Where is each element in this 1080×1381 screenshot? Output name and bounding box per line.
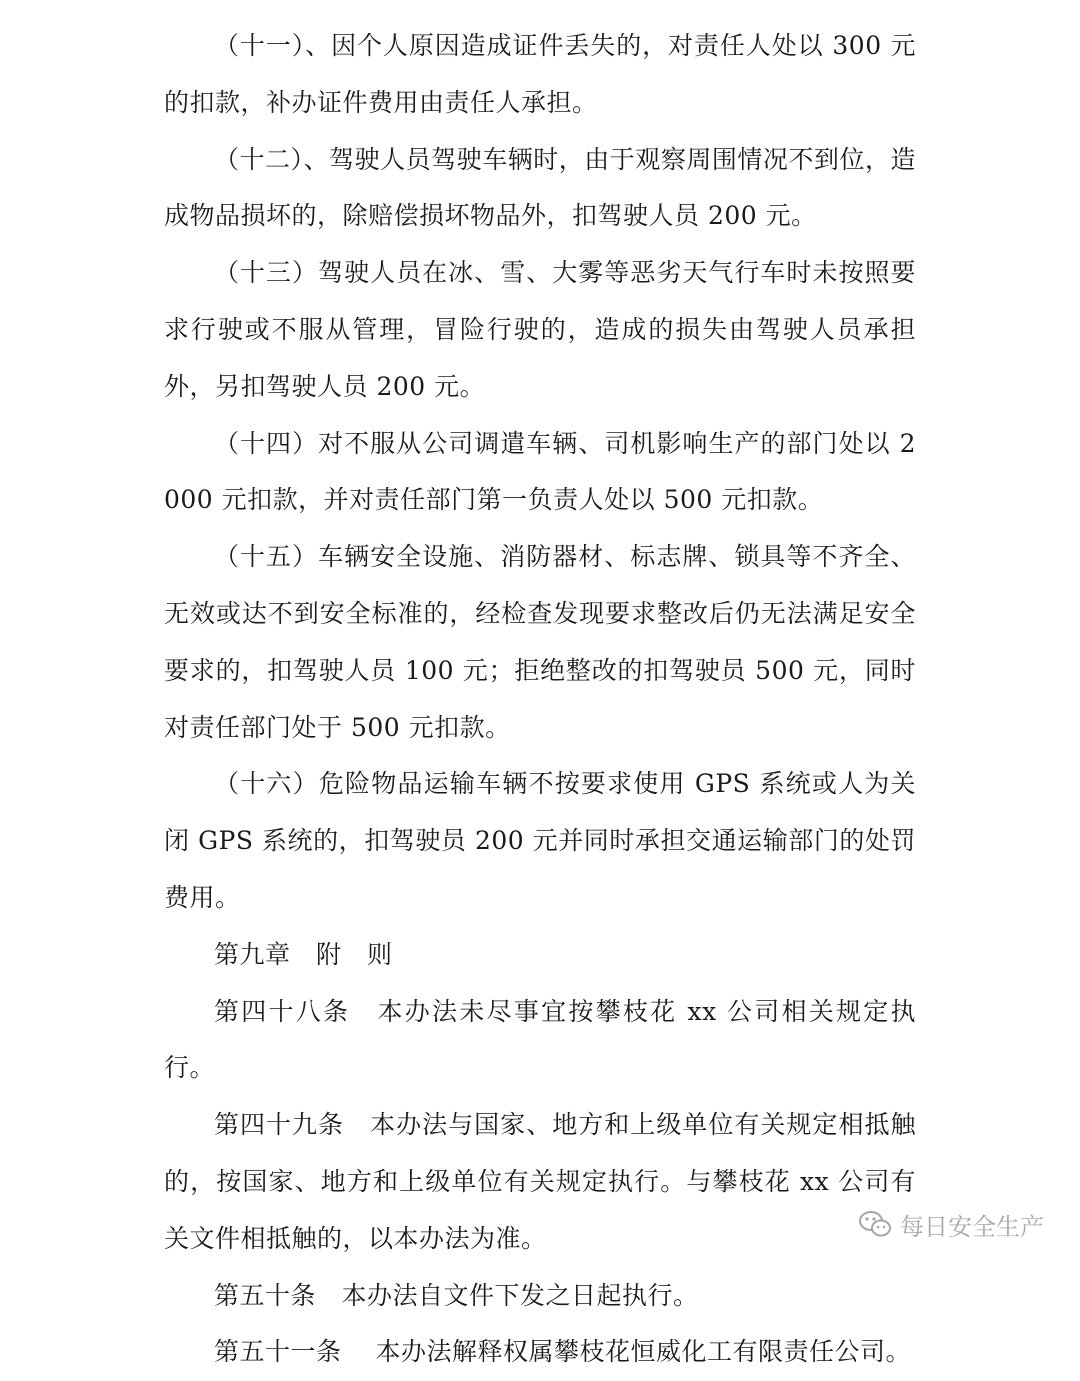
paragraph-12: （十二）、驾驶人员驾驶车辆时，由于观察周围情况不到位，造成物品损坏的，除赔偿损坏物品外，扣驾驶人员 200 元。: [164, 144, 916, 231]
wechat-icon: [858, 1209, 892, 1239]
paragraph-15: （十五）车辆安全设施、消防器材、标志牌、锁具等不齐全、无效或达不到安全标准的，经检查发现要求整改后仍无法满足安全要求的，扣驾驶人员 100 元；拒绝整改的扣驾驶员 500 元，同时对责任部门处于 500 元扣款。: [164, 542, 916, 742]
watermark-text: 每日安全生产: [900, 1212, 1044, 1241]
document-body: [164, 18, 916, 1381]
watermark: [858, 1204, 1044, 1244]
article-51: 第五十一条 本办法解释权属攀枝花恒威化工有限责任公司。: [214, 1337, 911, 1367]
article-49: 第四十九条 本办法与国家、地方和上级单位有关规定相抵触的，按国家、地方和上级单位有关规定执行。与攀枝花 xx 公司有关文件相抵触的，以本办法为准。: [164, 1110, 916, 1253]
paragraph-14: （十四）对不服从公司调遣车辆、司机影响生产的部门处以 2000 元扣款，并对责任部门第一负责人处以 500 元扣款。: [164, 428, 916, 515]
paragraph-11: （十一）、因个人原因造成证件丢失的，对责任人处以 300 元的扣款，补办证件费用由责任人承担。: [164, 31, 916, 117]
paragraph-13: （十三）驾驶人员在冰、雪、大雾等恶劣天气行车时未按照要求行驶或不服从管理，冒险行驶的，造成的损失由驾驶人员承担外，另扣驾驶人员 200 元。: [164, 258, 916, 401]
article-50: 第五十条 本办法自文件下发之日起执行。: [214, 1280, 699, 1310]
paragraph-16: （十六）危险物品运输车辆不按要求使用 GPS 系统或人为关闭 GPS 系统的，扣驾驶员 200 元并同时承担交通运输部门的处罚费用。: [164, 769, 916, 912]
article-48: 第四十八条 本办法未尽事宜按攀枝花 xx 公司相关规定执行。: [164, 996, 916, 1083]
chapter-heading: 第九章 附 则: [214, 939, 393, 969]
